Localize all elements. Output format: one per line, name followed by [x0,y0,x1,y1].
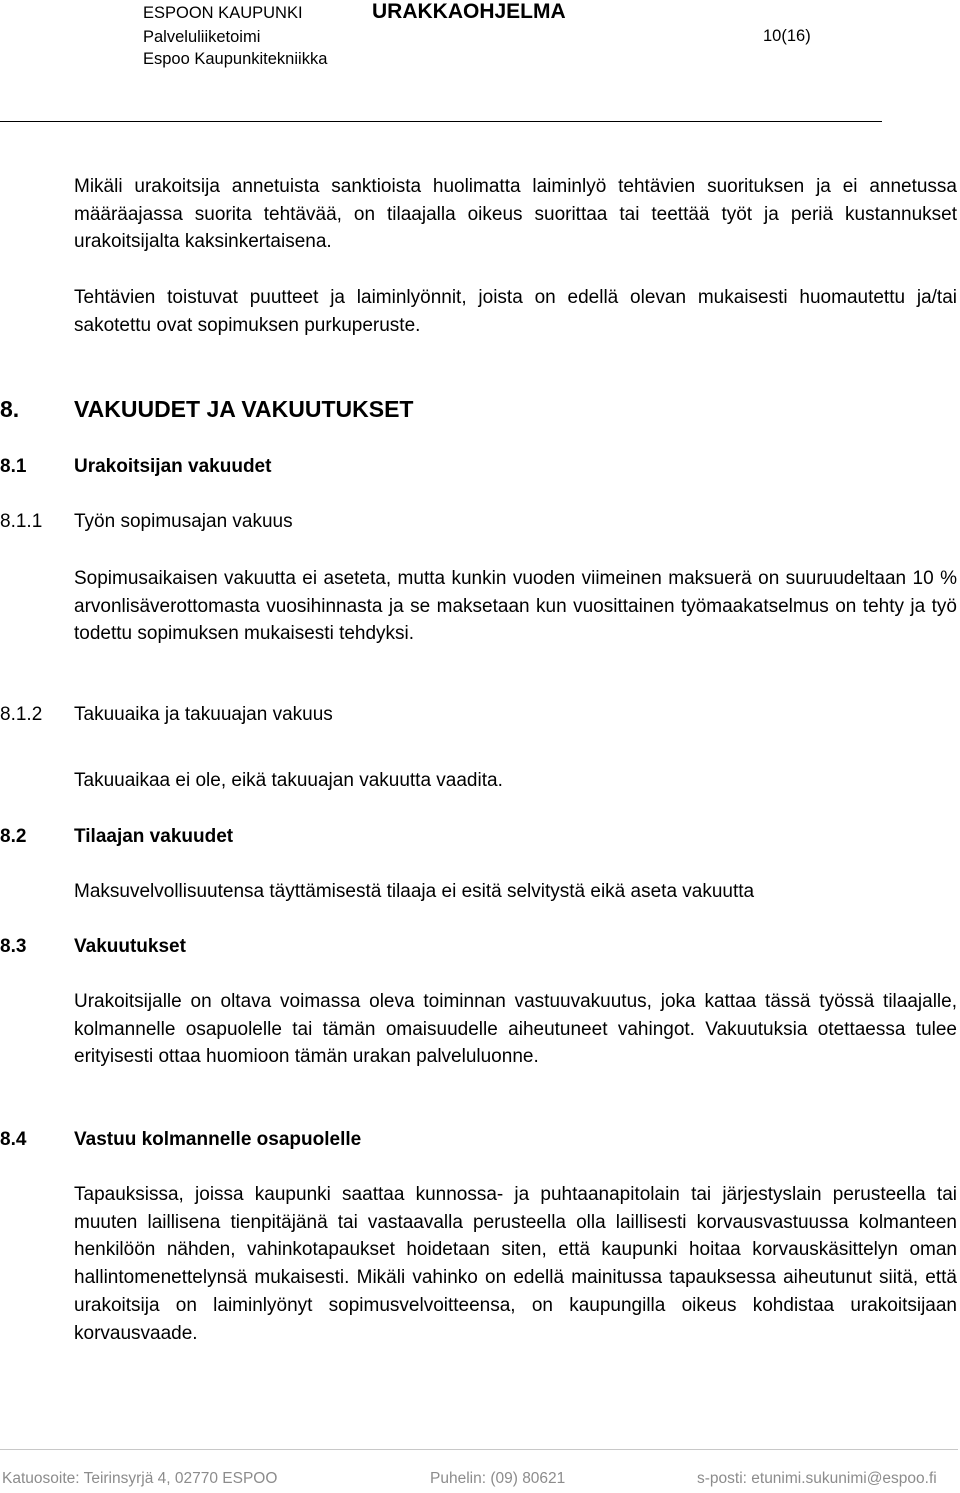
footer-address: Katuosoite: Teirinsyrjä 4, 02770 ESPOO [2,1470,278,1487]
section-8-2-text: Maksuvelvollisuutensa täyttämisestä tilaaja ei esitä selvitystä eikä aseta vakuutta [74,881,755,902]
section-8-heading: VAKUUDET JA VAKUUTUKSET [74,396,414,422]
footer-rule [0,1449,958,1450]
section-8-4-text: Tapauksissa, joissa kaupunki saattaa kunnossa- ja puhtaanapitolain tai järjestyslain perusteella tai muuten laillisena tienpitäjänä tai vastaavalla perusteella olla laillisesti korvausvastuussa kolmanteen henkilöön nähden, vahinkotapaukset hoidetaan siten, että kaupunki hoitaa korvauskäsittelyn oman hallintomenettelynsä mukaisesti. Mikäli vahinko on edellä mainitussa tapauksessa aiheutunut siitä, että urakoitsija on laiminlyönyt sopimusvelvoitteensa, on kaupungilla oikeus kohdistaa urakoitsijaan korvausvaade. [74,1184,957,1344]
paragraph-sanctions: Mikäli urakoitsija annetuista sanktioista huolimatta laiminlyö tehtävien suorituksen ja ei annetussa määräajassa suorita tehtävää, on tilaajalla oikeus suorittaa tai teettää työt ja periä kustannukset urakoitsijalta kaksinkertaisena. [74,176,957,253]
footer-phone: Puhelin: (09) 80621 [430,1470,566,1487]
section-8-1-1-text: Sopimusaikaisen vakuutta ei aseteta, mutta kunkin vuoden viimeinen maksuerä on suuruudeltaan 10 % arvonlisäverottomasta vuosihinnasta ja se maksetaan kun vuosittainen työmaakatselmus on tehty ja työ todettu sopimuksen mukaisesti tehdyksi. [74,568,957,645]
section-8-1-1-number: 8.1.1 [0,511,43,532]
section-8-1-1-heading: Työn sopimusajan vakuus [74,511,293,532]
section-8-1-heading: Urakoitsijan vakuudet [74,456,272,477]
section-8-3-number: 8.3 [0,936,27,957]
unit-name: Espoo Kaupunkitekniikka [143,50,328,68]
header-rule [0,121,882,122]
section-8-1-2-text: Takuuaikaa ei ole, eikä takuuajan vakuutta vaadita. [74,770,503,791]
document-title: URAKKAOHJELMA [372,0,566,23]
page-number: 10(16) [763,27,811,45]
section-8-4-number: 8.4 [0,1129,27,1150]
organization-name: ESPOON KAUPUNKI [143,4,303,22]
department-name: Palveluliiketoimi [143,28,261,46]
section-8-number: 8. [0,396,20,422]
footer-email: s-posti: etunimi.sukunimi@espoo.fi [697,1470,937,1487]
section-8-4-heading: Vastuu kolmannelle osapuolelle [74,1129,362,1150]
section-8-2-heading: Tilaajan vakuudet [74,826,234,847]
section-8-1-2-heading: Takuuaika ja takuuajan vakuus [74,704,333,725]
section-8-3-text: Urakoitsijalle on oltava voimassa oleva toiminnan vastuuvakuutus, joka kattaa tässä työssä tilaajalle, kolmannelle osapuolelle tai tämän omaisuudelle aiheutuneet vahingot. Vakuutuksia otettaessa tulee erityisesti ottaa huomioon tämän urakan palveluluonne. [74,991,957,1068]
paragraph-termination: Tehtävien toistuvat puutteet ja laiminlyönnit, joista on edellä olevan mukaisesti huomautettu ja/tai sakotettu ovat sopimuksen purkuperuste. [74,287,957,336]
section-8-1-2-number: 8.1.2 [0,704,43,725]
section-8-1-number: 8.1 [0,456,27,477]
section-8-3-heading: Vakuutukset [74,936,186,957]
section-8-2-number: 8.2 [0,826,27,847]
